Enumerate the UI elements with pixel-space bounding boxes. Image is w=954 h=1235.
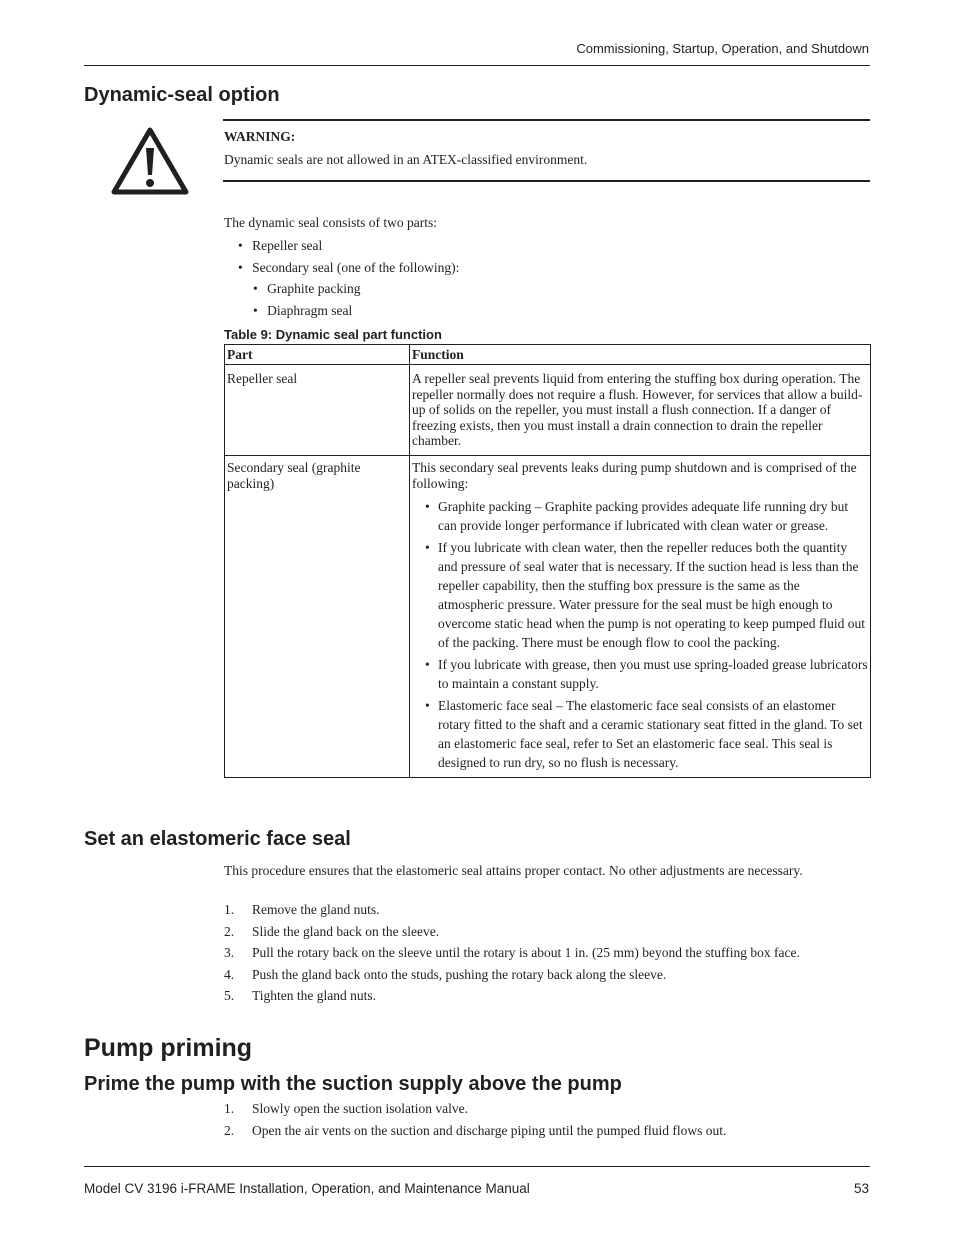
page-number: 53 — [853, 1181, 869, 1196]
table-caption: Table 9: Dynamic seal part function — [224, 327, 442, 342]
table-row — [225, 365, 871, 456]
step-text: Pull the rotary back on the sleeve until the rotary is about 1 in. (25 mm) beyond the stuffing box face. — [252, 945, 800, 960]
section-heading-prime-suction-above: Prime the pump with the suction supply above the pump — [84, 1073, 622, 1095]
step-number: 3. — [224, 945, 235, 960]
sub-part-label: Diaphragm seal — [267, 303, 353, 318]
step-text: Tighten the gland nuts. — [252, 988, 377, 1003]
step-number: 2. — [224, 1122, 235, 1138]
step-text: Remove the gland nuts. — [252, 902, 380, 917]
step-text: Push the gland back onto the studs, pushing the rotary back along the sleeve. — [252, 966, 667, 982]
column-header-part: Part — [225, 345, 410, 365]
step-text: Slowly open the suction isolation valve. — [252, 1101, 468, 1116]
footer-rule — [84, 1166, 870, 1167]
section-heading-dynamic-seal: Dynamic-seal option — [84, 84, 280, 106]
warning-label: WARNING: — [224, 129, 296, 144]
step-text: Open the air vents on the suction and discharge piping until the pumped fluid flows out. — [252, 1122, 727, 1138]
function-bullet-list — [412, 497, 868, 772]
function-bullet: • If you lubricate with clean water, then the repeller reduces both the quantity and pressure of seal water that is necessary. If the suction head is less than the repeller capability, then the stuffing box pressure is the same as the atmospheric pressure. Water pressure for the seal must be high enough to overcome static head when the pump is not operating to keep pumped fluid out of the packing. There must be enough flow to cool the packing. — [412, 538, 868, 652]
step-text: Slide the gland back on the sleeve. — [252, 923, 440, 939]
section-heading-elastomeric: Set an elastomeric face seal — [84, 828, 351, 850]
sub-part-list-item: • Graphite packing — [253, 281, 361, 296]
table-cell-part: Secondary seal (graphite packing) — [225, 456, 410, 778]
sub-part-label: Graphite packing — [267, 281, 361, 296]
part-label: Repeller seal — [252, 238, 323, 253]
table-header-row — [225, 345, 871, 365]
sub-part-list-item: • Diaphragm seal — [253, 303, 353, 318]
warning-text: Dynamic seals are not allowed in an ATEX-classified environment. — [224, 152, 588, 167]
step-number: 1. — [224, 1101, 235, 1116]
step-number: 2. — [224, 923, 235, 939]
function-bullet: • Graphite packing – Graphite packing provides adequate life running dry but can provide longer performance if lubricated with clean water or grease. — [412, 497, 868, 535]
table-cell-function: A repeller seal prevents liquid from entering the stuffing box during operation. The repeller normally does not require a flush. However, for services that allow a build-up of solids on the repeller, you must install a flush connection. If a danger of freezing exists, then you must install a drain connection to drain the repeller chamber. — [410, 365, 871, 456]
function-bullet: • Elastomeric face seal – The elastomeric face seal consists of an elastomer rotary fitted to the shaft and a ceramic stationary seat fitted in the gland. To set an elastomeric face seal, refer to Set an elastomeric face seal. This seal is designed to run dry, so no flush is necessary. — [412, 696, 868, 772]
function-bullet: • If you lubricate with grease, then you must use spring-loaded grease lubricators to maintain a constant supply. — [412, 655, 868, 693]
footer-manual-title: Model CV 3196 i-FRAME Installation, Operation, and Maintenance Manual — [84, 1181, 530, 1196]
part-list-item: • Repeller seal — [238, 238, 323, 253]
table-row — [225, 456, 871, 778]
running-header: Commissioning, Startup, Operation, and Shutdown — [576, 41, 869, 56]
elastomeric-intro: This procedure ensures that the elastomeric seal attains proper contact. No other adjustments are necessary. — [224, 863, 803, 878]
column-header-function: Function — [410, 345, 871, 365]
part-list-item: • Secondary seal (one of the following): — [238, 260, 460, 275]
dynamic-seal-table — [224, 344, 871, 778]
step-number: 4. — [224, 966, 235, 982]
dynamic-seal-intro: The dynamic seal consists of two parts: — [224, 215, 437, 230]
header-rule — [84, 65, 870, 66]
chapter-heading-pump-priming: Pump priming — [84, 1034, 253, 1062]
table-cell-function — [410, 456, 871, 778]
table-cell-part: Repeller seal — [225, 365, 410, 456]
function-intro: This secondary seal prevents leaks during pump shutdown and is comprised of the following: — [412, 460, 857, 491]
warning-triangle-icon — [110, 126, 190, 196]
step-number: 1. — [224, 902, 235, 917]
warning-bottom-rule — [223, 180, 870, 182]
step-number: 5. — [224, 988, 235, 1003]
warning-top-rule — [223, 119, 870, 121]
part-label: Secondary seal (one of the following): — [252, 260, 460, 275]
